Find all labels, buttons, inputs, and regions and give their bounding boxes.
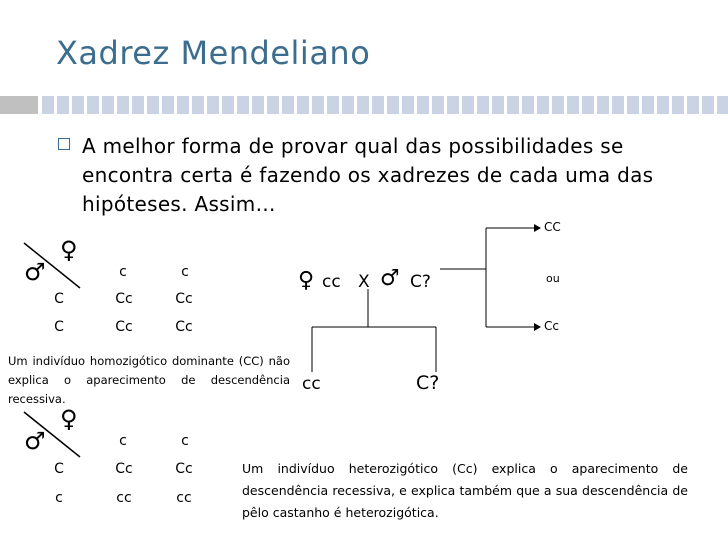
header-allele: c	[181, 433, 189, 449]
table2-note: Um indivíduo heterozigótico (Cc) explica o aparecimento de descendência recessiva, e explica também que a sua descendência de pêlo castanho é heterozigótica.	[242, 461, 688, 520]
table-cell: Cc	[175, 461, 193, 477]
table-cell: Cc	[115, 461, 133, 477]
male-symbol-icon: ♂	[24, 427, 46, 455]
table-cell: cc	[176, 490, 192, 506]
table-cell: Cc	[115, 291, 133, 307]
table1-note: Um indivíduo homozigótico dominante (CC) não explica o aparecimento de descendência recessiva.	[8, 354, 290, 406]
option-homozygous: CC	[544, 220, 561, 234]
table-cell: Cc	[115, 319, 133, 335]
female-symbol-icon: ♀	[298, 268, 315, 293]
offspring-left: cc	[302, 374, 321, 394]
option-or: ou	[546, 272, 560, 285]
row-label: C	[54, 319, 64, 335]
table-cell: Cc	[175, 291, 193, 307]
male-symbol-icon: ♂	[380, 266, 400, 291]
slide-title: Xadrez Mendeliano	[56, 34, 371, 72]
row-label: C	[54, 461, 64, 477]
female-genotype: cc	[322, 272, 341, 292]
row-label: C	[54, 291, 64, 307]
male-symbol-icon: ♂	[24, 258, 46, 286]
cross-times: X	[358, 272, 370, 292]
header-allele: c	[119, 264, 127, 280]
offspring-right: C?	[416, 372, 440, 394]
row-label: c	[55, 490, 63, 506]
table-cell: Cc	[175, 319, 193, 335]
bullet-text: A melhor forma de provar qual das possibilidades se encontra certa é fazendo os xadrezes de cada uma das hipóteses. Assim…	[82, 134, 654, 216]
female-symbol-icon: ♀	[60, 405, 78, 433]
header-allele: c	[119, 433, 127, 449]
female-symbol-icon: ♀	[60, 236, 78, 264]
table-cell: cc	[116, 490, 132, 506]
option-heterozygous: Cc	[544, 319, 559, 333]
header-allele: c	[181, 264, 189, 280]
male-genotype: C?	[410, 272, 431, 292]
